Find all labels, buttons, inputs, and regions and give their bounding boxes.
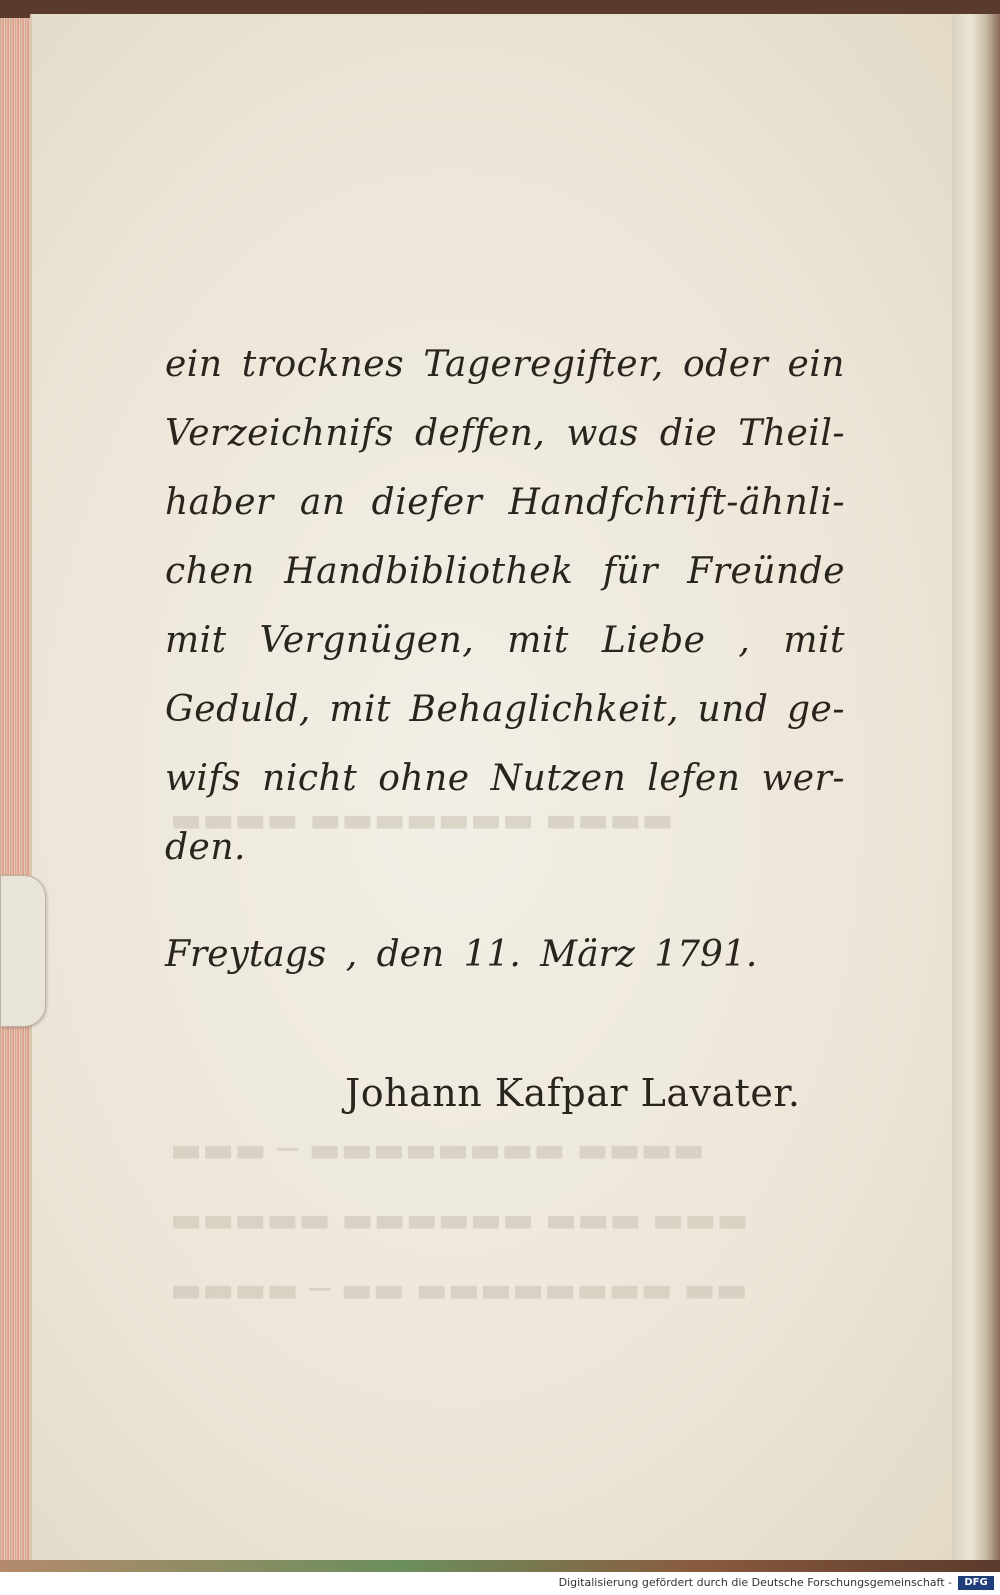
book-bottom-edge xyxy=(0,1560,1000,1572)
body-line: Geduld, mit Behaglichkeit, und ge- xyxy=(165,689,845,730)
signature: Johann Kafpar Lavater. xyxy=(345,1071,801,1115)
bleed-through-shadow: ▬▬ ▬▬▬▬▬▬▬▬ ▬▬ ─ ▬▬▬▬ xyxy=(170,1270,748,1310)
bleed-through-shadow: ▬▬▬ ▬▬▬ ▬▬▬▬▬▬ ▬▬▬▬▬ xyxy=(170,1200,749,1240)
bleed-through-shadow: ▬▬▬▬ ▬▬▬▬▬▬▬ ▬▬▬▬ xyxy=(170,800,674,840)
page-edges-right xyxy=(952,14,1000,1562)
body-line: mit Vergnügen, mit Liebe , mit xyxy=(165,620,845,661)
body-line: ein trocknes Tageregifter, oder ein xyxy=(165,344,845,385)
body-line: Verzeichnifs deffen, was die Theil- xyxy=(165,413,845,454)
page-edges-left xyxy=(0,18,34,1563)
body-line: wifs nicht ohne Nutzen lefen wer- xyxy=(165,758,845,799)
body-line: den. xyxy=(165,827,246,868)
bleed-through-shadow: ▬▬▬▬ ▬▬▬▬▬▬▬▬ ─ ▬▬▬ xyxy=(170,1130,705,1170)
date-line: Freytags , den 11. März 1791. xyxy=(165,934,758,975)
body-line: haber an diefer Handfchrift-ähnli- xyxy=(165,482,845,523)
body-line: chen Handbibliothek für Freünde xyxy=(165,551,845,592)
digitization-credit: Digitalisierung gefördert durch die Deutsche Forschungsgemeinschaft - xyxy=(558,1576,952,1589)
body-paragraph xyxy=(165,330,845,882)
page-tab-clip xyxy=(0,875,46,1027)
dfg-logo: DFG xyxy=(958,1576,994,1590)
